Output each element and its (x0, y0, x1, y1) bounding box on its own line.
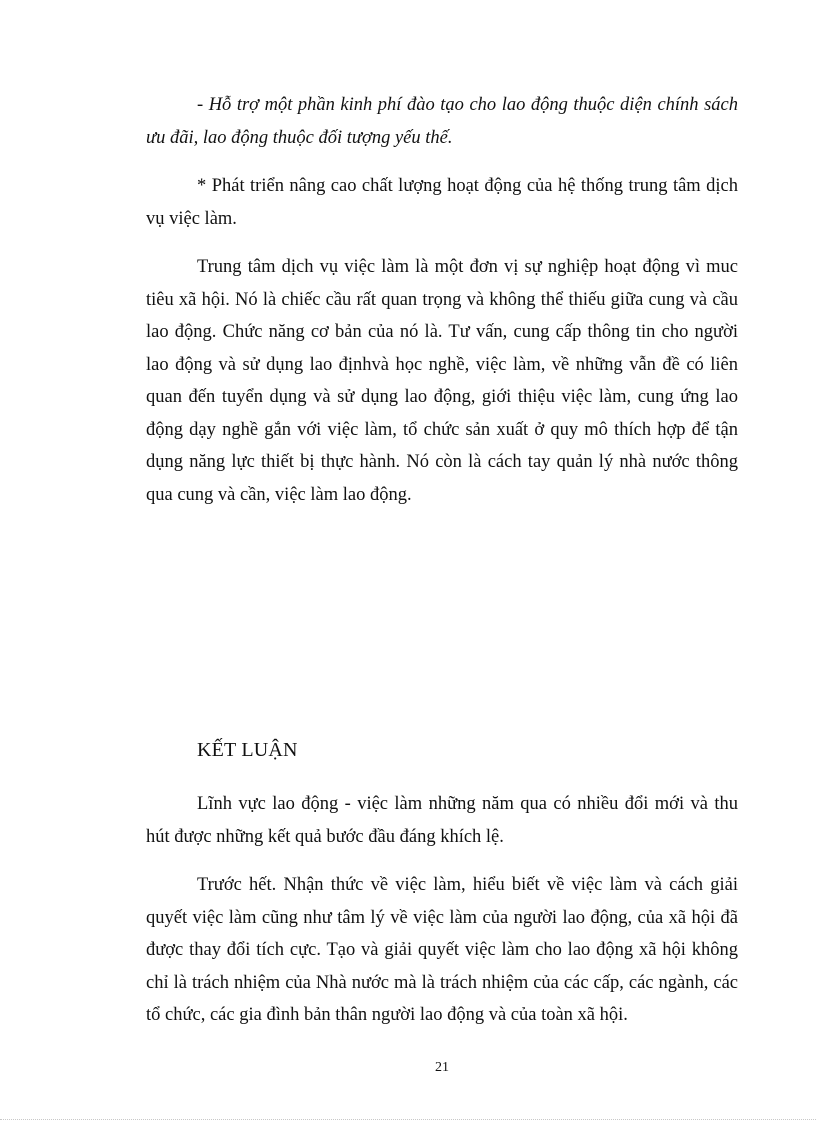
section-heading-conclusion: KẾT LUẬN (197, 739, 298, 761)
paragraph-funding-support: - Hỗ trợ một phần kinh phí đào tạo cho lao động thuộc diện chính sách ưu đãi, lao động thuộc đối tượng yếu thế. (146, 95, 738, 148)
paragraph-service-center-heading: * Phát triển nâng cao chất lượng hoạt động của hệ thống trung tâm dịch vụ việc làm. (146, 176, 738, 229)
paragraph-conclusion-intro: Lĩnh vực lao động - việc làm những năm qua có nhiều đổi mới và thu hút được những kết quả bước đầu đáng khích lệ. (146, 794, 738, 847)
page-number: 21 (435, 1060, 449, 1075)
paragraph-conclusion-body: Trước hết. Nhận thức về việc làm, hiểu biết về việc làm và cách giải quyết việc làm cũng như tâm lý về việc làm của người lao động, của xã hội đã được thay đổi tích cực. Tạo và giải quyết việc làm cho lao động xã hội không chỉ là trách nhiệm của Nhà nước mà là trách nhiệm của các cấp, các ngành, các tổ chức, các gia đình bản thân người lao động và của toàn xã hội. (146, 875, 738, 1025)
paragraph-service-center-description: Trung tâm dịch vụ việc làm là một đơn vị sự nghiệp hoạt động vì muc tiêu xã hội. Nó là chiếc cầu rất quan trọng và không thể thiếu giữa cung và cầu lao động. Chức năng cơ bản của nó là. Tư vấn, cung cấp thông tin cho người lao động và sử dụng lao địnhvà học nghề, việc làm, về những vẫn đề có liên quan đến tuyển dụng và sử dụng lao động, giới thiệu việc làm, cung ứng lao động dạy nghề gắn với việc làm, tổ chức sản xuất ở quy mô thích hợp để tận dụng năng lực thiết bị thực hành. Nó còn là cách tay quản lý nhà nước thông qua cung và cần, việc làm lao động. (146, 257, 738, 505)
page-bottom-divider (0, 1119, 816, 1120)
